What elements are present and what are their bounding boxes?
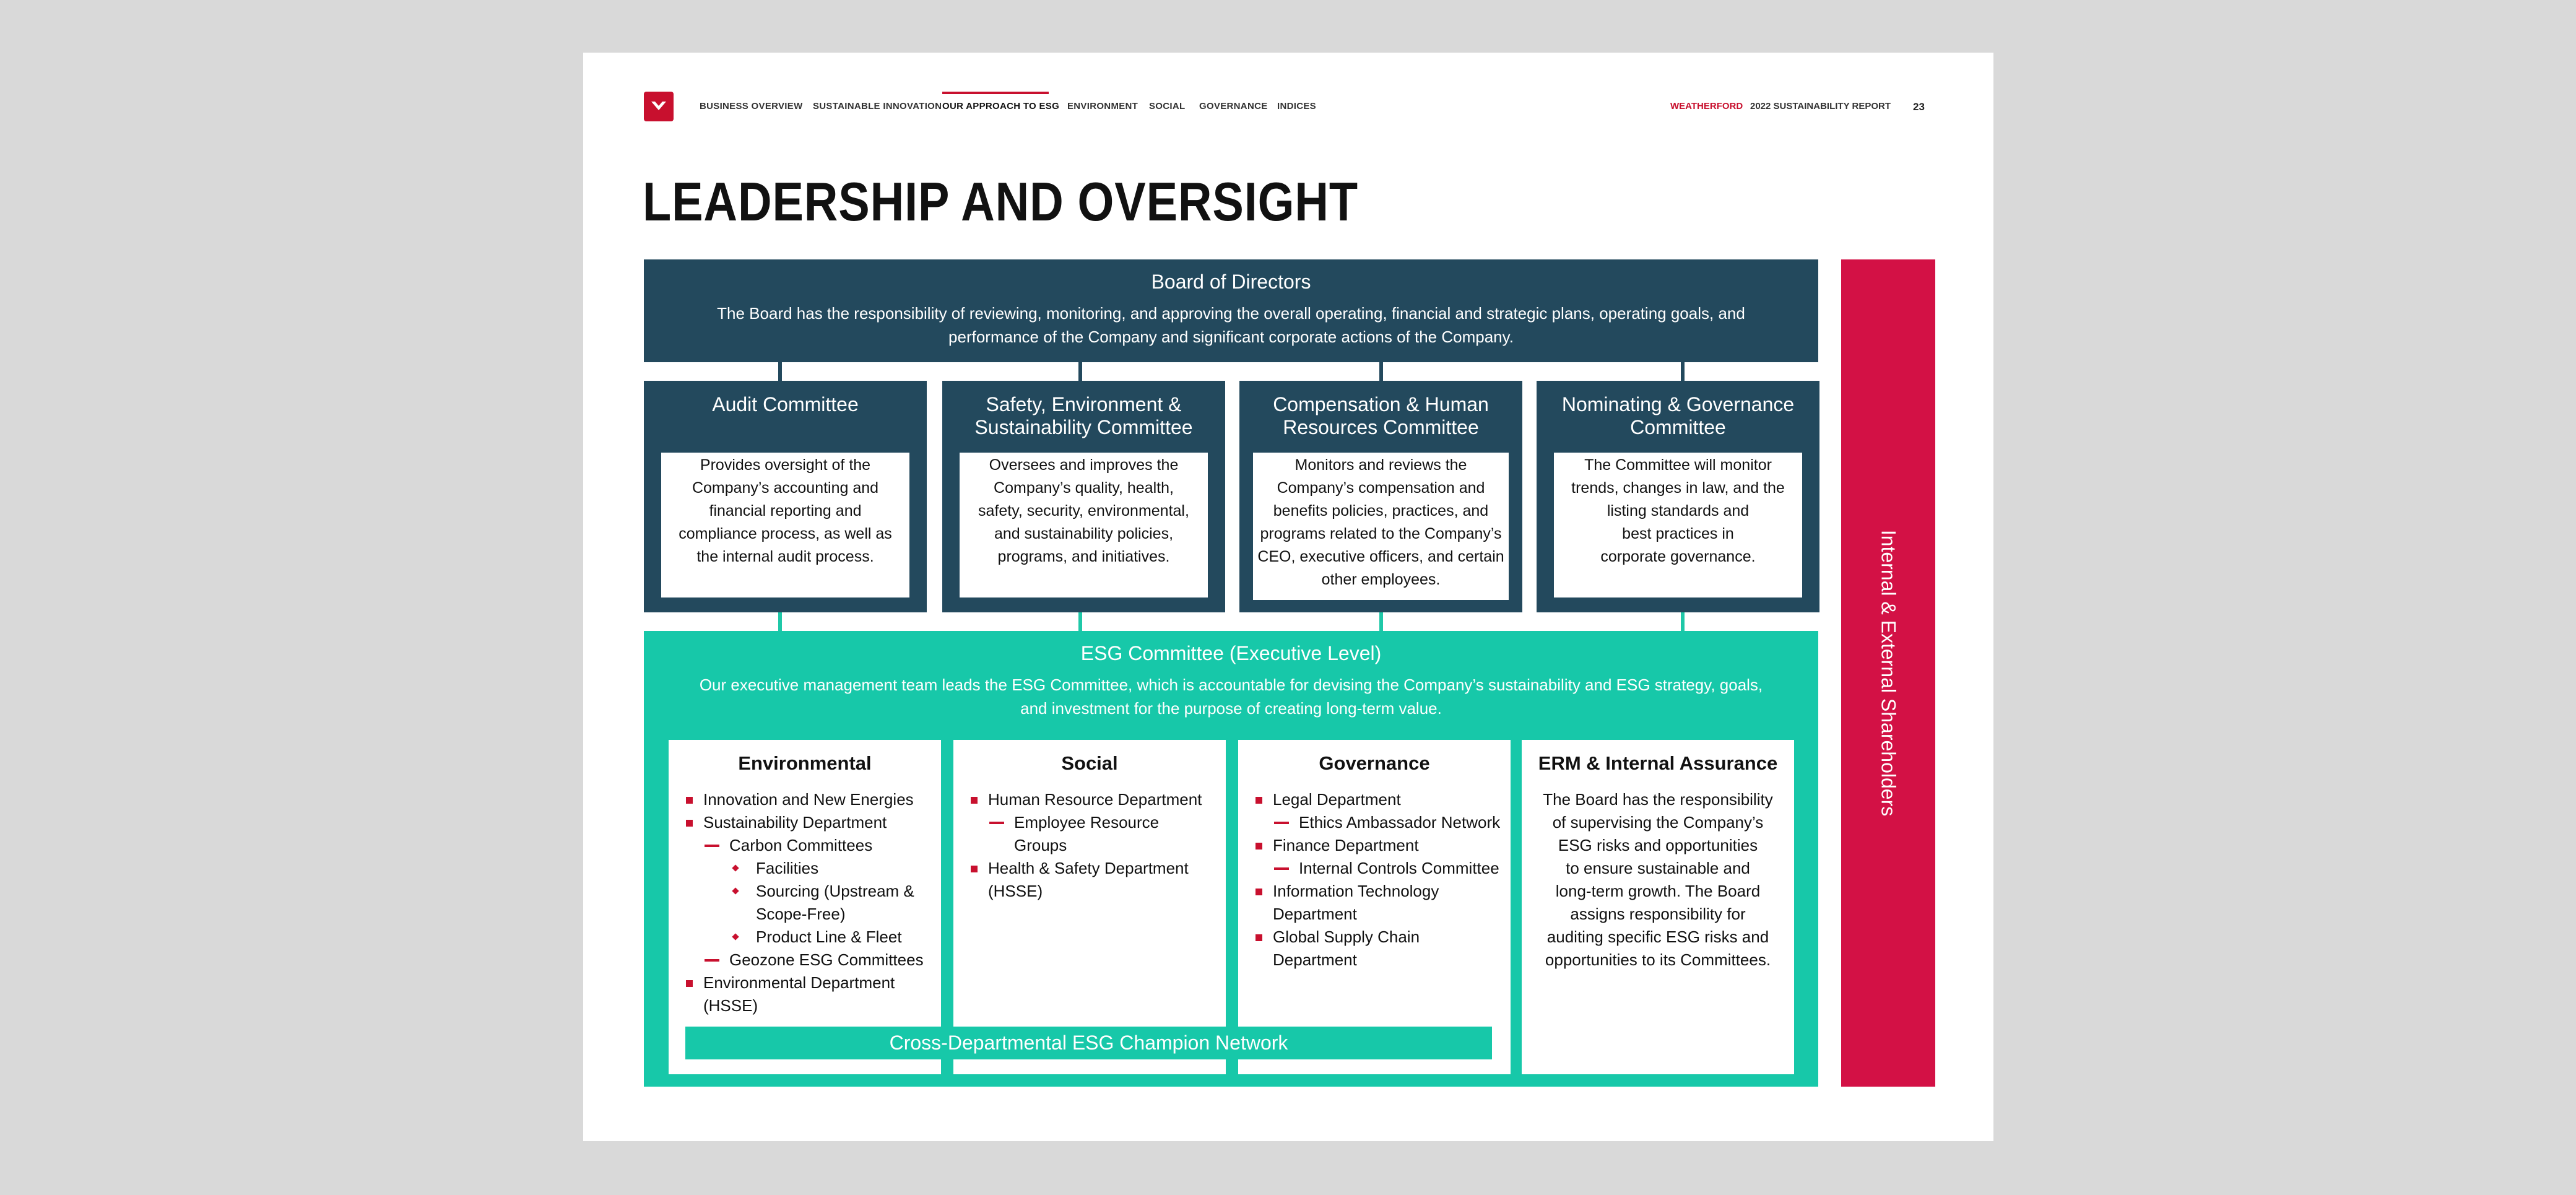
esg-committee-box [644, 631, 1818, 1087]
page-title: LEADERSHIP AND OVERSIGHT [643, 171, 1358, 232]
list-item: Groups [1014, 836, 1067, 854]
nav-sustainable-innovation[interactable]: SUSTAINABLE INNOVATION [813, 101, 942, 111]
committee-description: Provides oversight of the Company’s accounting and financial reporting and compliance process, as well as the internal audit process. [661, 453, 909, 598]
list-item: Legal Department [1254, 788, 1504, 811]
erm-description: The Board has the responsibility of supervising the Company’s ESG risks and opportunities to ensure sustainable and long-term growth. The Board assigns responsibility for auditing specific ESG risks and opportunities to its Committees. [1543, 790, 1773, 969]
list-item: Employee Resource [969, 811, 1220, 834]
list-item: Human Resource Department [969, 788, 1220, 811]
weatherford-logo-icon[interactable] [644, 92, 674, 121]
sidebar-label: Internal & External Shareholders [1877, 529, 1900, 817]
panel-title: Governance [1319, 752, 1430, 774]
connector-line [1078, 612, 1082, 631]
list-item: Department [1273, 950, 1357, 969]
report-page [583, 53, 1993, 1141]
connector-line [1681, 612, 1685, 631]
list-item: Finance Department [1254, 834, 1504, 857]
list-item: Geozone ESG Committees [685, 949, 935, 971]
board-description [669, 302, 1793, 349]
committee-description: The Committee will monitor trends, changes in law, and the listing standards and best practices in corporate governance. [1554, 453, 1802, 598]
board-of-directors-box [644, 259, 1818, 362]
environmental-list [685, 788, 935, 1017]
list-item: Carbon Committees [685, 834, 935, 857]
list-item: Health & Safety Department [969, 857, 1220, 880]
connector-line [1078, 362, 1082, 381]
committee-title: Nominating & Governance Committee [1561, 393, 1795, 438]
nav-active-indicator [942, 92, 1049, 94]
nominating-governance-committee-box [1537, 381, 1819, 612]
list-item: Department [1273, 905, 1357, 923]
connector-line [1681, 362, 1685, 381]
list-item: Information Technology [1254, 880, 1504, 903]
list-item: Internal Controls Committee [1254, 857, 1504, 880]
board-title: Board of Directors [1151, 271, 1311, 293]
nav-social[interactable]: SOCIAL [1149, 101, 1186, 111]
compensation-human-resources-committee-box [1239, 381, 1522, 612]
esg-committee-title: ESG Committee (Executive Level) [1080, 642, 1382, 664]
connector-line [1379, 612, 1383, 631]
environmental-panel [669, 740, 941, 1074]
list-item: (HSSE) [988, 882, 1043, 900]
shareholders-sidebar [1841, 259, 1935, 1087]
committee-title: Safety, Environment & Sustainability Committee [974, 393, 1193, 438]
committee-title: Compensation & Human Resources Committee [1273, 393, 1489, 438]
nav-our-approach-to-esg[interactable]: OUR APPROACH TO ESG [942, 101, 1060, 111]
committee-description: Monitors and reviews the Company’s compensation and benefits policies, practices, and programs related to the Company’s CEO, executive officers, and certain other employees. [1253, 453, 1509, 600]
social-list [969, 788, 1220, 903]
list-item: Scope-Free) [756, 905, 846, 923]
list-item: Ethics Ambassador Network [1254, 811, 1504, 834]
nav-environment[interactable]: ENVIRONMENT [1067, 101, 1138, 111]
list-item: Global Supply Chain [1254, 926, 1504, 949]
nav-indices[interactable]: INDICES [1277, 101, 1316, 111]
panel-title: Environmental [738, 752, 872, 774]
governance-panel [1238, 740, 1511, 1074]
esg-champion-network-bar: Cross-Departmental ESG Champion Network [685, 1027, 1492, 1059]
list-item: Innovation and New Energies [685, 788, 935, 811]
connector-line [778, 362, 782, 381]
social-panel [953, 740, 1226, 1074]
list-item: Environmental Department [685, 971, 935, 994]
safety-environment-sustainability-committee-box [942, 381, 1225, 612]
list-item: Facilities [685, 857, 935, 880]
report-name: 2022 SUSTAINABILITY REPORT [1750, 101, 1891, 111]
panel-title: ERM & Internal Assurance [1538, 752, 1778, 774]
panel-title: Social [1061, 752, 1118, 774]
list-item: (HSSE) [703, 996, 758, 1015]
brand-name: WEATHERFORD [1670, 101, 1743, 111]
nav-governance[interactable]: GOVERNANCE [1199, 101, 1268, 111]
list-item: Sourcing (Upstream & [685, 880, 935, 903]
list-item: Product Line & Fleet [685, 926, 935, 949]
board-description-line: performance of the Company and significant corporate actions of the Company. [948, 328, 1514, 346]
board-description-line: The Board has the responsibility of reviewing, monitoring, and approving the overall operating, financial and strategic plans, operating goals, and [717, 304, 1745, 323]
erm-internal-assurance-panel [1522, 740, 1794, 1074]
list-item: Sustainability Department [685, 811, 935, 834]
connector-line [778, 612, 782, 631]
page-number: 23 [1913, 101, 1925, 113]
governance-list [1254, 788, 1504, 971]
committee-description: Oversees and improves the Company’s quality, health, safety, security, environmental, and sustainability policies, programs, and initiatives. [960, 453, 1208, 598]
connector-line [1379, 362, 1383, 381]
esg-committee-description: Our executive management team leads the ESG Committee, which is accountable for devising the Company’s sustainability and ESG strategy, goals, and investment for the purpose of creating long-term value. [699, 676, 1763, 718]
audit-committee-box [644, 381, 927, 612]
committee-title: Audit Committee [712, 393, 859, 415]
nav-business-overview[interactable]: BUSINESS OVERVIEW [700, 101, 803, 111]
